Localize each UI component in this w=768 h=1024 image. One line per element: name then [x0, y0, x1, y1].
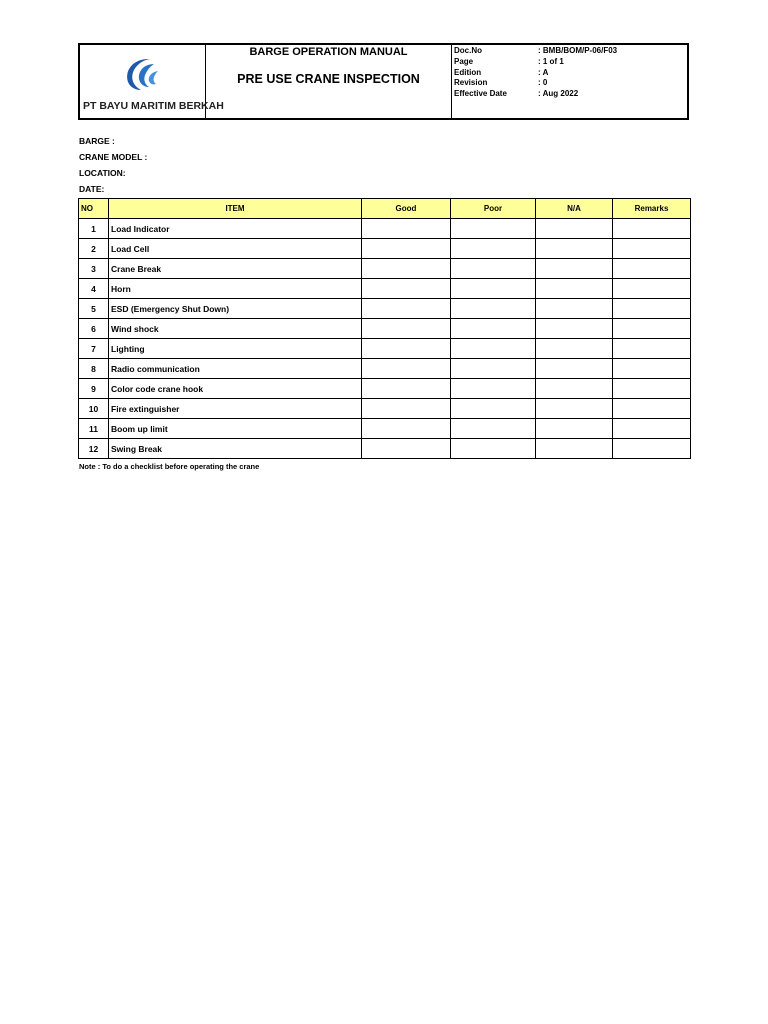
good-check-cell[interactable] — [362, 439, 451, 459]
na-check-cell[interactable] — [536, 239, 613, 259]
good-check-cell[interactable] — [362, 259, 451, 279]
row-item-name: Fire extinguisher — [109, 399, 362, 419]
remarks-cell[interactable] — [613, 359, 691, 379]
row-number: 7 — [79, 339, 109, 359]
doc-info-row — [454, 68, 687, 79]
table-row — [79, 279, 691, 299]
doc-info-value: : 0 — [538, 78, 548, 88]
remarks-cell[interactable] — [613, 239, 691, 259]
na-check-cell[interactable] — [536, 339, 613, 359]
good-check-cell[interactable] — [362, 319, 451, 339]
row-item-name: Boom up limit — [109, 419, 362, 439]
poor-check-cell[interactable] — [451, 259, 536, 279]
column-header-na: N/A — [536, 199, 613, 219]
na-check-cell[interactable] — [536, 299, 613, 319]
row-item-name: Color code crane hook — [109, 379, 362, 399]
poor-check-cell[interactable] — [451, 439, 536, 459]
poor-check-cell[interactable] — [451, 419, 536, 439]
na-check-cell[interactable] — [536, 439, 613, 459]
manual-title: BARGE OPERATION MANUAL — [249, 46, 408, 58]
na-check-cell[interactable] — [536, 319, 613, 339]
na-check-cell[interactable] — [536, 419, 613, 439]
remarks-cell[interactable] — [613, 279, 691, 299]
row-number: 12 — [79, 439, 109, 459]
table-row — [79, 359, 691, 379]
table-row — [79, 219, 691, 239]
poor-check-cell[interactable] — [451, 279, 536, 299]
remarks-cell[interactable] — [613, 319, 691, 339]
poor-check-cell[interactable] — [451, 379, 536, 399]
row-number: 3 — [79, 259, 109, 279]
doc-info-key: Edition — [454, 67, 482, 77]
doc-info-row — [454, 78, 687, 89]
row-item-name: Lighting — [109, 339, 362, 359]
row-item-name: Wind shock — [109, 319, 362, 339]
company-logo-icon — [120, 56, 164, 92]
row-item-name: Swing Break — [109, 439, 362, 459]
document-info — [452, 45, 687, 118]
row-number: 2 — [79, 239, 109, 259]
doc-info-key: Revision — [454, 78, 488, 88]
table-row — [79, 439, 691, 459]
row-number: 10 — [79, 399, 109, 419]
doc-info-row — [454, 57, 687, 68]
table-row — [79, 399, 691, 419]
poor-check-cell[interactable] — [451, 359, 536, 379]
remarks-cell[interactable] — [613, 379, 691, 399]
footnote: Note : To do a checklist before operating the crane — [79, 462, 260, 471]
table-row — [79, 379, 691, 399]
remarks-cell[interactable] — [613, 339, 691, 359]
doc-info-row — [454, 46, 687, 57]
good-check-cell[interactable] — [362, 339, 451, 359]
remarks-cell[interactable] — [613, 419, 691, 439]
good-check-cell[interactable] — [362, 379, 451, 399]
poor-check-cell[interactable] — [451, 219, 536, 239]
form-title: PRE USE CRANE INSPECTION — [237, 72, 420, 86]
table-row — [79, 339, 691, 359]
logo-cell — [80, 45, 224, 118]
row-item-name: Load Cell — [109, 239, 362, 259]
doc-info-key: Page — [454, 56, 474, 66]
inspection-fields — [79, 136, 147, 200]
poor-check-cell[interactable] — [451, 399, 536, 419]
good-check-cell[interactable] — [362, 359, 451, 379]
document-header — [78, 43, 689, 120]
column-header-item: ITEM — [109, 199, 362, 219]
good-check-cell[interactable] — [362, 239, 451, 259]
table-row — [79, 259, 691, 279]
title-cell — [206, 45, 452, 118]
table-row — [79, 299, 691, 319]
column-header-no: NO — [79, 199, 109, 219]
good-check-cell[interactable] — [362, 399, 451, 419]
row-item-name: Crane Break — [109, 259, 362, 279]
row-item-name: Horn — [109, 279, 362, 299]
poor-check-cell[interactable] — [451, 299, 536, 319]
good-check-cell[interactable] — [362, 299, 451, 319]
good-check-cell[interactable] — [362, 279, 451, 299]
good-check-cell[interactable] — [362, 219, 451, 239]
remarks-cell[interactable] — [613, 439, 691, 459]
remarks-cell[interactable] — [613, 219, 691, 239]
remarks-cell[interactable] — [613, 299, 691, 319]
table-row — [79, 319, 691, 339]
row-number: 8 — [79, 359, 109, 379]
row-number: 9 — [79, 379, 109, 399]
row-number: 6 — [79, 319, 109, 339]
column-header-poor: Poor — [451, 199, 536, 219]
row-number: 11 — [79, 419, 109, 439]
poor-check-cell[interactable] — [451, 319, 536, 339]
column-header-good: Good — [362, 199, 451, 219]
poor-check-cell[interactable] — [451, 239, 536, 259]
row-number: 5 — [79, 299, 109, 319]
remarks-cell[interactable] — [613, 399, 691, 419]
good-check-cell[interactable] — [362, 419, 451, 439]
na-check-cell[interactable] — [536, 279, 613, 299]
doc-info-value: : 1 of 1 — [538, 56, 564, 66]
doc-info-key: Doc.No — [454, 46, 482, 55]
location-field: LOCATION: — [79, 168, 126, 178]
row-number: 4 — [79, 279, 109, 299]
doc-info-value: : Aug 2022 — [538, 89, 579, 99]
row-number: 1 — [79, 219, 109, 239]
table-row — [79, 419, 691, 439]
doc-info-value: : BMB/BOM/P-06/F03 — [538, 46, 618, 55]
doc-info-key: Effective Date — [454, 89, 507, 99]
crane-model-field: CRANE MODEL : — [79, 152, 148, 162]
poor-check-cell[interactable] — [451, 339, 536, 359]
na-check-cell[interactable] — [536, 259, 613, 279]
na-check-cell[interactable] — [536, 219, 613, 239]
company-name: PT BAYU MARITIM BERKAH — [83, 100, 224, 112]
row-item-name: Radio communication — [109, 359, 362, 379]
na-check-cell[interactable] — [536, 359, 613, 379]
na-check-cell[interactable] — [536, 379, 613, 399]
row-item-name: ESD (Emergency Shut Down) — [109, 299, 362, 319]
inspection-checklist-table — [78, 198, 691, 459]
date-field: DATE: — [79, 184, 105, 194]
table-row — [79, 239, 691, 259]
doc-info-row — [454, 89, 687, 100]
table-header-row — [79, 199, 691, 219]
barge-field: BARGE : — [79, 136, 115, 146]
row-item-name: Load Indicator — [109, 219, 362, 239]
na-check-cell[interactable] — [536, 399, 613, 419]
doc-info-value: : A — [538, 67, 549, 77]
column-header-remarks: Remarks — [613, 199, 691, 219]
remarks-cell[interactable] — [613, 259, 691, 279]
